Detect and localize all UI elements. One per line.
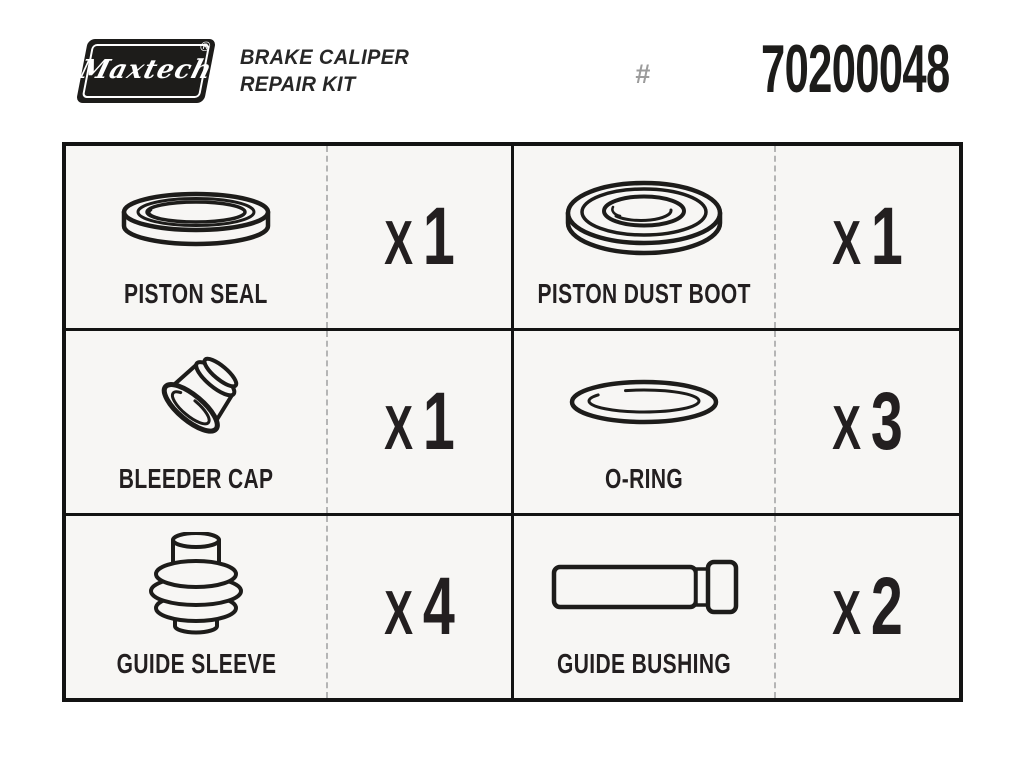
part-number (635, 31, 950, 107)
times-symbol: X (384, 579, 414, 648)
part-cell-guide-bushing (514, 516, 959, 698)
quantity (384, 376, 455, 467)
logo-frame (76, 44, 216, 98)
quantity-value: 2 (870, 561, 903, 652)
part-illustration-area (514, 331, 776, 513)
times-symbol: X (832, 394, 862, 463)
times-symbol: X (384, 209, 414, 278)
quantity-value: 4 (422, 561, 455, 652)
quantity (832, 561, 903, 652)
quantity (384, 191, 455, 282)
quantity (832, 191, 903, 282)
part-quantity-area (328, 331, 511, 513)
part-quantity-area (776, 146, 959, 328)
quantity (384, 561, 455, 652)
part-number-hash: # (635, 58, 651, 89)
part-label: O-RING (604, 463, 684, 494)
part-label: PISTON DUST BOOT (537, 278, 751, 309)
part-label: PISTON SEAL (124, 278, 268, 309)
times-symbol: X (832, 579, 862, 648)
guide-bushing-icon (514, 516, 774, 650)
part-quantity-area (776, 331, 959, 513)
piston-dust-boot-icon (514, 146, 774, 280)
kit-title-line2: REPAIR KIT (240, 72, 356, 96)
o-ring-icon (514, 331, 774, 465)
part-illustration-area (514, 146, 776, 328)
part-cell-o-ring (514, 331, 959, 513)
part-quantity-area (776, 516, 959, 698)
quantity-value: 1 (422, 191, 455, 282)
part-illustration-area (514, 516, 776, 698)
part-quantity-area (328, 146, 511, 328)
part-cell-guide-sleeve (66, 516, 511, 698)
part-illustration-area (66, 146, 328, 328)
times-symbol: X (384, 394, 414, 463)
part-cell-piston-dust-boot (514, 146, 959, 328)
part-quantity-area (328, 516, 511, 698)
part-cell-piston-seal (66, 146, 511, 328)
quantity-value: 1 (422, 376, 455, 467)
part-label: GUIDE SLEEVE (116, 648, 276, 679)
parts-table (62, 142, 963, 702)
kit-title-line1: BRAKE CALIPER (240, 45, 410, 69)
part-illustration-area (66, 331, 328, 513)
registered-trademark-icon: ® (197, 40, 214, 55)
guide-sleeve-icon (66, 516, 326, 650)
part-illustration-area (66, 516, 328, 698)
quantity-value: 3 (870, 376, 903, 467)
part-label: BLEEDER CAP (118, 463, 274, 494)
brand-name: Maxtech (76, 55, 216, 85)
times-symbol: X (832, 209, 862, 278)
piston-seal-icon (66, 146, 326, 280)
part-cell-bleeder-cap (66, 331, 511, 513)
quantity-value: 1 (870, 191, 903, 282)
maxtech-logo (76, 39, 216, 103)
kit-title (240, 44, 409, 98)
quantity (832, 376, 903, 467)
bleeder-cap-icon (66, 331, 326, 465)
part-label: GUIDE BUSHING (556, 648, 732, 679)
part-number-value: 70200048 (761, 31, 950, 107)
